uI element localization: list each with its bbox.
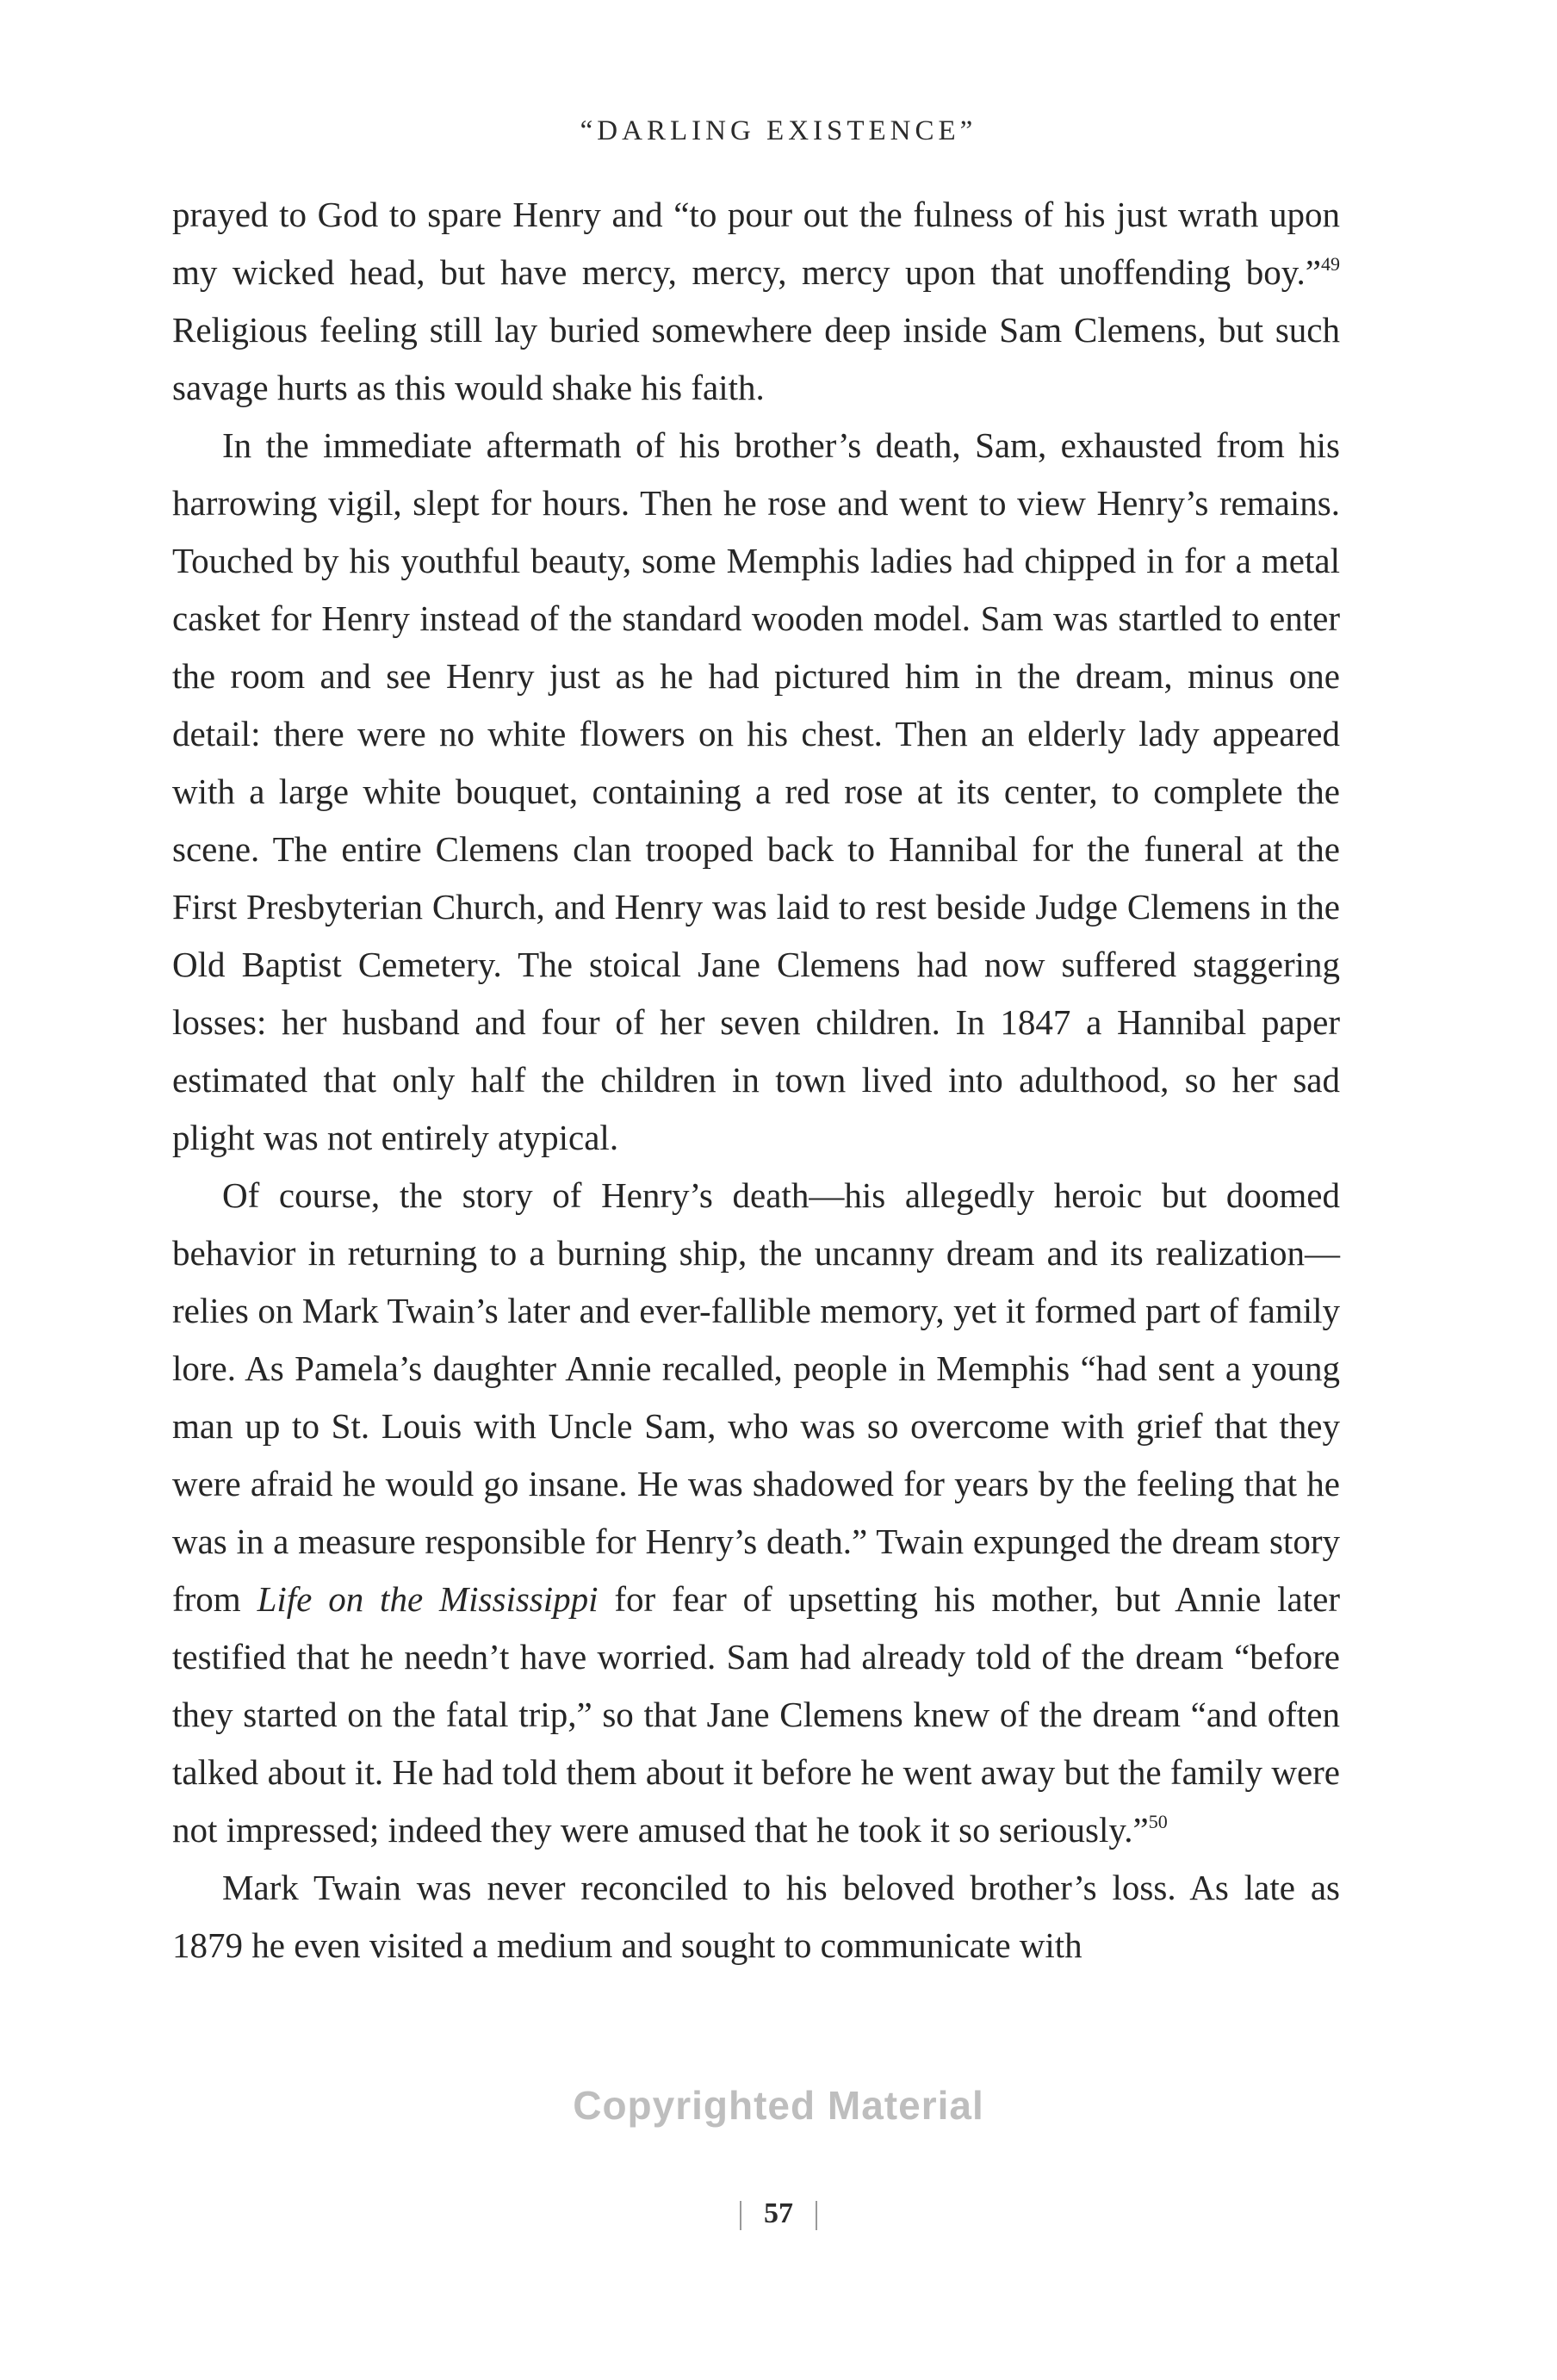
book-title-italic: Life on the Mississippi — [257, 1579, 599, 1619]
copyright-watermark: Copyrighted Material — [573, 2083, 984, 2128]
page-number: 57 — [764, 2197, 793, 2229]
paragraph — [172, 1167, 1340, 1859]
running-head: “DARLING EXISTENCE” — [580, 115, 977, 146]
paragraph-text: prayed to God to spare Henry and “to pour out the fulness of his just wrath upon my wicked head, but have mercy, mercy, mercy upon that unoffending boy.” — [172, 195, 1340, 292]
folio-rule-right — [816, 2201, 817, 2230]
folio-rule-left — [740, 2201, 741, 2230]
footnote-marker: 49 — [1321, 253, 1340, 275]
paragraph — [172, 1859, 1340, 1974]
paragraph-text: Mark Twain was never reconciled to his beloved brother’s loss. As late as 1879 he even visited a medium and sought to communicate with — [172, 1868, 1340, 1965]
paragraph-text: Of course, the story of Henry’s death—his allegedly heroic but doomed behavior in returning to a burning ship, the uncanny dream and its realization—relies on Mark Twain’s later and ever-fallible memory, yet it formed part of family lore. As Pamela’s daughter Annie recalled, people in Memphis “had sent a young man up to St. Louis with Uncle Sam, who was so overcome with grief that they were afraid he would go insane. He was shadowed for years by the feeling that he was in a measure responsible for Henry’s death.” Twain expunged the dream story from — [172, 1175, 1340, 1619]
paragraph — [172, 186, 1340, 417]
paragraph-text: In the immediate aftermath of his brother’s death, Sam, exhausted from his harrowing vigil, slept for hours. Then he rose and went to view Henry’s remains. Touched by his youthful beauty, some Memphis ladies had chipped in for a metal casket for Henry instead of the standard wooden model. Sam was startled to enter the room and see Henry just as he had pictured him in the dream, minus one detail: there were no white flowers on his chest. Then an elderly lady appeared with a large white bouquet, containing a red rose at its center, to complete the scene. The entire Clemens clan trooped back to Hannibal for the funeral at the First Presbyterian Church, and Henry was laid to rest beside Judge Clemens in the Old Baptist Cemetery. The stoical Jane Clemens had now suffered staggering losses: her husband and four of her seven children. In 1847 a Hannibal paper estimated that only half the children in town lived into adulthood, so her sad plight was not entirely atypical. — [172, 425, 1340, 1157]
paragraph-text: for fear of upsetting his mother, but Annie later testified that he needn’t have worried. Sam had already told of the dream “before they started on the fatal trip,” so that Jane Clemens knew of the dream “and often talked about it. He had told them about it before he went away but the family were not impressed; indeed they were amused that he took it so seriously.” — [172, 1579, 1340, 1850]
footnote-marker: 50 — [1148, 1811, 1168, 1832]
paragraph — [172, 417, 1340, 1167]
page-number-folio — [0, 2197, 1557, 2230]
paragraph-text: Religious feeling still lay buried somewhere deep inside Sam Clemens, but such savage hurts as this would shake his faith. — [172, 310, 1340, 407]
body-text — [172, 186, 1340, 1974]
